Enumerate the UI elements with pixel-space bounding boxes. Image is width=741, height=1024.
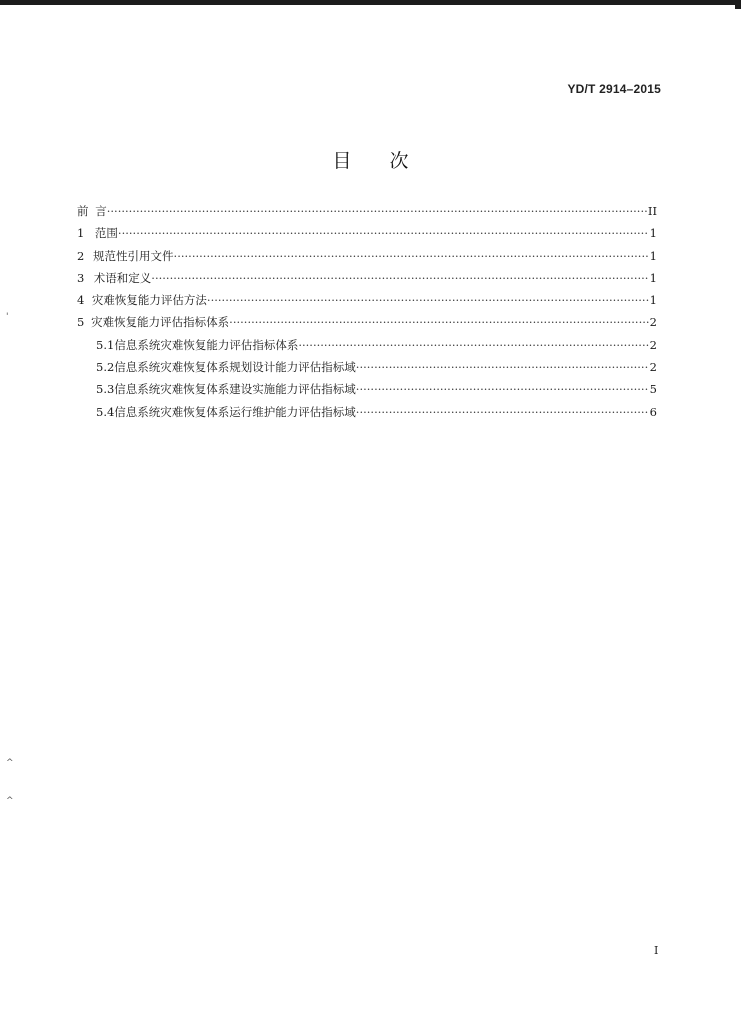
scan-speck-mark: '	[6, 312, 9, 322]
dot-leader	[107, 204, 647, 218]
toc-entry-5-4[interactable]	[77, 404, 657, 426]
toc-entry-page: 1	[649, 270, 657, 285]
toc-entry-page: 2	[649, 360, 657, 375]
table-of-contents	[77, 203, 657, 426]
page-number: I	[654, 944, 659, 957]
dot-leader	[298, 338, 648, 352]
toc-entry-page: 1	[649, 293, 657, 308]
toc-entry-number: 4	[77, 293, 85, 308]
toc-entry-5-1[interactable]	[77, 337, 657, 359]
dot-leader	[207, 293, 649, 307]
toc-entry-number: 5.1	[96, 337, 115, 352]
standard-code: YD/T 2914–2015	[567, 82, 661, 96]
toc-entry-5[interactable]	[77, 314, 657, 336]
toc-entry-number: 2	[77, 248, 85, 263]
toc-entry-foreword[interactable]	[77, 203, 657, 225]
toc-entry-number: 5	[77, 315, 85, 330]
scan-caret-mark: ^	[6, 758, 14, 768]
toc-entry-label: 规范性引用文件	[93, 248, 174, 263]
toc-entry-2[interactable]	[77, 248, 657, 270]
top-border	[0, 0, 741, 5]
toc-entry-5-2[interactable]	[77, 359, 657, 381]
dot-leader	[356, 360, 649, 374]
toc-entry-4[interactable]	[77, 292, 657, 314]
toc-entry-page: II	[647, 204, 657, 218]
top-border-corner	[735, 0, 741, 9]
toc-title: 目次	[332, 150, 447, 172]
dot-leader	[118, 226, 649, 240]
toc-entry-5-3[interactable]	[77, 381, 657, 403]
toc-entry-label: 灾难恢复能力评估方法	[91, 293, 207, 308]
toc-entry-number: 1	[77, 226, 85, 241]
dot-leader	[174, 249, 649, 263]
toc-entry-page: 1	[649, 248, 657, 263]
toc-entry-page: 5	[649, 382, 657, 397]
toc-entry-label: 灾难恢复能力评估指标体系	[91, 315, 230, 330]
toc-entry-1[interactable]	[77, 225, 657, 247]
toc-entry-label: 信息系统灾难恢复体系运行维护能力评估指标域	[114, 404, 356, 419]
dot-leader	[151, 271, 648, 285]
toc-entry-label: 术语和定义	[93, 270, 152, 285]
toc-entry-number: 5.3	[96, 382, 115, 397]
dot-leader	[356, 405, 649, 419]
toc-entry-number: 前	[77, 204, 89, 218]
toc-entry-label: 信息系统灾难恢复体系规划设计能力评估指标域	[114, 360, 356, 375]
toc-entry-number: 3	[77, 270, 85, 285]
scan-caret-mark: ^	[6, 796, 14, 806]
toc-entry-label: 信息系统灾难恢复能力评估指标体系	[114, 337, 299, 352]
toc-entry-page: 6	[649, 404, 657, 419]
toc-entry-label: 范围	[94, 226, 118, 241]
toc-entry-3[interactable]	[77, 270, 657, 292]
toc-entry-number: 5.4	[96, 404, 115, 419]
toc-entry-page: 1	[649, 226, 657, 241]
toc-entry-page: 2	[649, 337, 657, 352]
toc-entry-label: 言	[95, 204, 107, 218]
toc-entry-label: 信息系统灾难恢复体系建设实施能力评估指标域	[114, 382, 356, 397]
toc-entry-page: 2	[649, 315, 657, 330]
dot-leader	[229, 315, 649, 329]
dot-leader	[356, 382, 649, 396]
toc-entry-number: 5.2	[96, 360, 115, 375]
